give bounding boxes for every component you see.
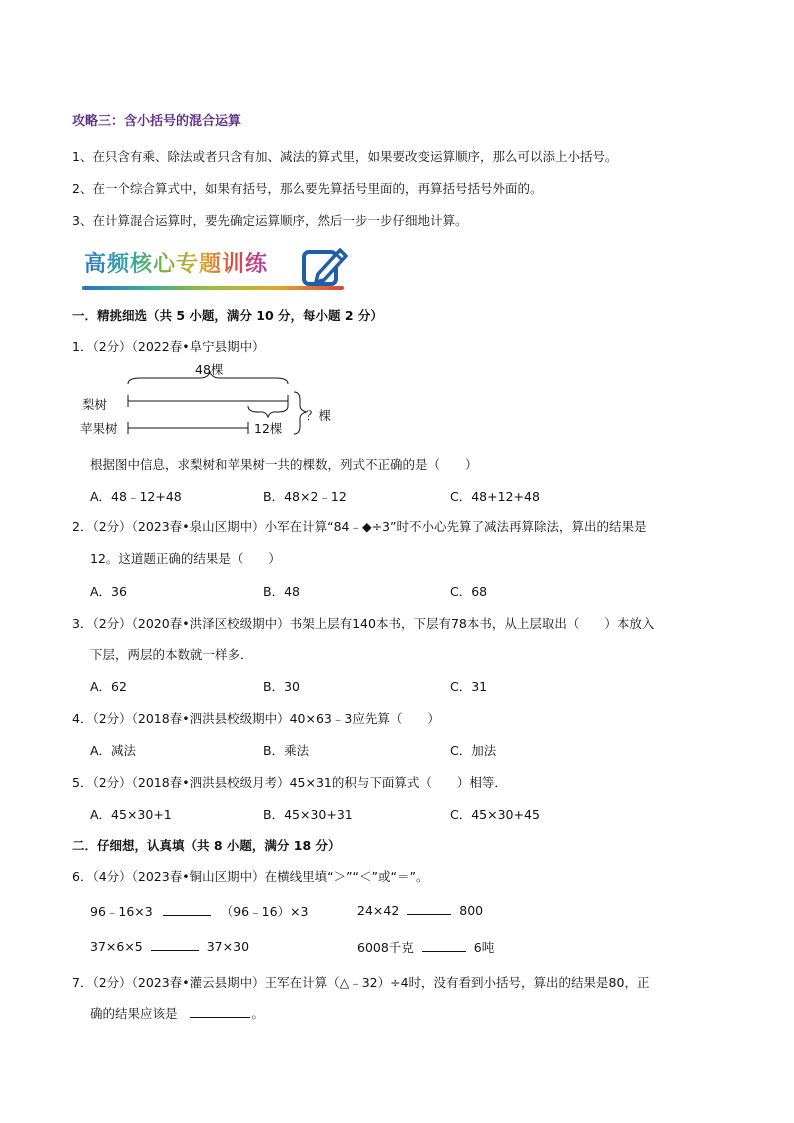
diagram-row1-label: 梨树 xyxy=(82,397,108,412)
diagram-diff-label: 12棵 xyxy=(254,421,283,436)
q7-line2 xyxy=(90,1004,264,1022)
q1-stem: 1．（2分）（2022春•阜宁县期中） xyxy=(72,339,265,354)
q6-item-4-left: 6008千克 xyxy=(357,940,414,955)
q3-line1: 3．（2分）（2020春•洪泽区校级期中）书架上层有140本书，下层有78本书，从上层取出（ ）本放入 xyxy=(72,616,655,631)
q6-item-4-right: 6吨 xyxy=(473,940,495,955)
point-3: 3、在计算混合运算时，要先确定运算顺序，然后一步一步仔细地计算。 xyxy=(72,213,468,228)
q6-item-1 xyxy=(90,902,308,920)
q6-item-3-right: 37×30 xyxy=(206,939,250,954)
q4-line1: 4．（2分）（2018春•泗洪县校级期中）40×63﹣3应先算（ ） xyxy=(72,711,440,726)
q6-item-2 xyxy=(357,902,483,918)
q6-item-3-left: 37×6×5 xyxy=(90,939,143,954)
q6-item-2-blank[interactable] xyxy=(407,902,451,915)
q6-item-1-right: （96﹣16）×3 xyxy=(220,904,309,919)
q1-option-c[interactable]: C．48+12+48 xyxy=(450,489,540,504)
pencil-edit-icon xyxy=(300,244,350,293)
q2-option-b[interactable]: B．48 xyxy=(263,584,300,599)
section-title: 攻略三：含小括号的混合运算 xyxy=(72,114,242,129)
diagram-row2-label: 苹果树 xyxy=(80,421,118,436)
q6-item-3-blank[interactable] xyxy=(151,938,199,951)
q3-option-c[interactable]: C．31 xyxy=(450,679,488,694)
q4-option-b[interactable]: B．乘法 xyxy=(263,743,310,758)
q6-line1: 6．（4分）（2023春•铜山区期中）在横线里填“＞”“＜”或“＝”。 xyxy=(72,869,429,884)
q6-item-3 xyxy=(90,938,249,954)
q3-option-b[interactable]: B．30 xyxy=(263,679,300,694)
q6-item-1-blank[interactable] xyxy=(163,903,211,916)
q7-answer-blank[interactable] xyxy=(190,1005,250,1018)
point-2: 2、在一个综合算式中，如果有括号，那么要先算括号里面的，再算括号括号外面的。 xyxy=(72,181,543,196)
q3-option-a[interactable]: A．62 xyxy=(90,679,127,694)
diagram-top-label: 48棵 xyxy=(195,362,224,377)
q7-period: 。 xyxy=(251,1006,265,1021)
q4-option-c[interactable]: C．加法 xyxy=(450,743,497,758)
banner-title: 高频核心专题训练 xyxy=(84,247,268,278)
q6-item-2-left: 24×42 xyxy=(357,903,400,918)
q7-line2-text: 确的结果应该是 xyxy=(90,1006,178,1021)
q5-option-b[interactable]: B．45×30+31 xyxy=(263,807,353,822)
q3-line2: 下层，两层的本数就一样多． xyxy=(90,647,253,662)
q6-item-1-left: 96﹣16×3 xyxy=(90,904,153,919)
q6-item-2-right: 800 xyxy=(459,903,484,918)
q1-option-a[interactable]: A．48﹣12+48 xyxy=(90,489,182,504)
diagram-total-label: ？棵 xyxy=(306,408,332,423)
q6-item-4 xyxy=(357,938,494,956)
q2-option-c[interactable]: C．68 xyxy=(450,584,488,599)
q1-diagram xyxy=(70,362,350,442)
q2-line1: 2．（2分）（2023春•泉山区期中）小军在计算“84﹣◆÷3”时不小心先算了减法再算除法，算出的结果是 xyxy=(72,519,647,534)
part1-title: 一．精挑细选（共 5 小题，满分 10 分，每小题 2 分） xyxy=(72,308,383,323)
q7-line1: 7．（2分）（2023春•灌云县期中）王军在计算（△﹣32）÷4时，没有看到小括号，算出的结果是80，正 xyxy=(72,975,650,990)
q5-option-a[interactable]: A．45×30+1 xyxy=(90,807,172,822)
point-1: 1、在只含有乘、除法或者只含有加、减法的算式里，如果要改变运算顺序，那么可以添上小括号。 xyxy=(72,149,618,164)
q1-option-b[interactable]: B．48×2﹣12 xyxy=(263,489,347,504)
q2-line2: 12。这道题正确的结果是（ ） xyxy=(90,551,281,566)
q5-line1: 5．（2分）（2018春•泗洪县校级月考）45×31的积与下面算式（ ）相等． xyxy=(72,775,507,790)
q1-question: 根据图中信息，求梨树和苹果树一共的棵数，列式不正确的是（ ） xyxy=(90,457,478,472)
part2-title: 二．仔细想，认真填（共 8 小题，满分 18 分） xyxy=(72,838,341,853)
q2-option-a[interactable]: A．36 xyxy=(90,584,127,599)
q5-option-c[interactable]: C．45×30+45 xyxy=(450,807,540,822)
q6-item-4-blank[interactable] xyxy=(422,939,466,952)
q4-option-a[interactable]: A．减法 xyxy=(90,743,137,758)
